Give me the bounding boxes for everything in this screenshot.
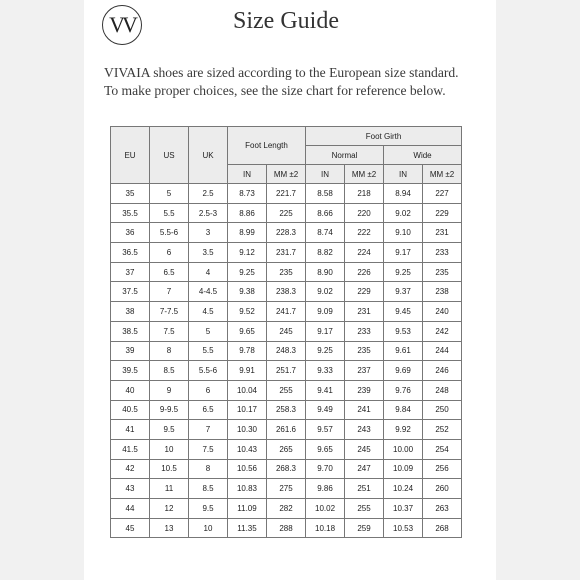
cell-normal-in: 9.02 (306, 282, 345, 302)
cell-uk: 3.5 (189, 243, 228, 263)
table-row (111, 262, 462, 282)
cell-wide-mm: 240 (423, 302, 462, 322)
cell-normal-mm: 222 (345, 223, 384, 243)
cell-normal-mm: 231 (345, 302, 384, 322)
cell-length-mm: 248.3 (267, 341, 306, 361)
cell-length-mm: 241.7 (267, 302, 306, 322)
cell-length-mm: 251.7 (267, 361, 306, 381)
header-uk: UK (189, 127, 228, 184)
cell-eu: 40.5 (111, 400, 150, 420)
cell-wide-mm: 238 (423, 282, 462, 302)
cell-normal-mm: 235 (345, 341, 384, 361)
cell-eu: 36.5 (111, 243, 150, 263)
cell-uk: 2.5 (189, 184, 228, 204)
cell-normal-mm: 224 (345, 243, 384, 263)
brand-logo (102, 5, 142, 45)
cell-normal-in: 10.02 (306, 499, 345, 519)
cell-length-mm: 245 (267, 321, 306, 341)
cell-normal-in: 9.41 (306, 380, 345, 400)
cell-wide-mm: 252 (423, 420, 462, 440)
cell-wide-mm: 244 (423, 341, 462, 361)
cell-length-mm: 225 (267, 203, 306, 223)
cell-us: 8.5 (150, 361, 189, 381)
cell-normal-in: 8.66 (306, 203, 345, 223)
header-wide-in: IN (384, 165, 423, 184)
table-row (111, 420, 462, 440)
cell-wide-in: 9.17 (384, 243, 423, 263)
table-row (111, 243, 462, 263)
cell-length-in: 10.83 (228, 479, 267, 499)
cell-length-in: 9.78 (228, 341, 267, 361)
cell-wide-in: 9.25 (384, 262, 423, 282)
cell-normal-in: 9.86 (306, 479, 345, 499)
cell-normal-mm: 259 (345, 518, 384, 538)
cell-wide-mm: 229 (423, 203, 462, 223)
cell-length-mm: 231.7 (267, 243, 306, 263)
table-row (111, 361, 462, 381)
cell-normal-in: 9.57 (306, 420, 345, 440)
header-length-in: IN (228, 165, 267, 184)
cell-uk: 3 (189, 223, 228, 243)
cell-length-in: 9.65 (228, 321, 267, 341)
cell-length-in: 9.12 (228, 243, 267, 263)
table-row (111, 203, 462, 223)
cell-length-mm: 255 (267, 380, 306, 400)
header-length-mm: MM ±2 (267, 165, 306, 184)
cell-uk: 9.5 (189, 499, 228, 519)
cell-length-in: 11.09 (228, 499, 267, 519)
table-row (111, 321, 462, 341)
cell-uk: 6 (189, 380, 228, 400)
intro-line-2: To make proper choices, see the size chart for reference below. (104, 83, 446, 98)
cell-normal-mm: 243 (345, 420, 384, 440)
cell-normal-mm: 220 (345, 203, 384, 223)
cell-wide-in: 10.37 (384, 499, 423, 519)
cell-length-in: 8.73 (228, 184, 267, 204)
cell-wide-in: 10.24 (384, 479, 423, 499)
cell-eu: 38 (111, 302, 150, 322)
cell-wide-mm: 227 (423, 184, 462, 204)
cell-uk: 5 (189, 321, 228, 341)
cell-length-in: 10.17 (228, 400, 267, 420)
cell-length-mm: 235 (267, 262, 306, 282)
cell-uk: 2.5-3 (189, 203, 228, 223)
cell-us: 10 (150, 439, 189, 459)
cell-length-mm: 282 (267, 499, 306, 519)
cell-us: 7.5 (150, 321, 189, 341)
cell-us: 6.5 (150, 262, 189, 282)
cell-wide-mm: 254 (423, 439, 462, 459)
cell-length-in: 10.30 (228, 420, 267, 440)
cell-wide-in: 9.10 (384, 223, 423, 243)
header-wide-mm: MM ±2 (423, 165, 462, 184)
cell-us: 12 (150, 499, 189, 519)
cell-normal-in: 8.74 (306, 223, 345, 243)
cell-eu: 44 (111, 499, 150, 519)
table-row (111, 223, 462, 243)
cell-wide-in: 9.37 (384, 282, 423, 302)
table-row (111, 302, 462, 322)
cell-length-in: 10.43 (228, 439, 267, 459)
table-row (111, 439, 462, 459)
cell-normal-mm: 241 (345, 400, 384, 420)
cell-length-in: 9.91 (228, 361, 267, 381)
cell-length-in: 9.52 (228, 302, 267, 322)
cell-wide-in: 9.69 (384, 361, 423, 381)
cell-us: 8 (150, 341, 189, 361)
cell-eu: 37 (111, 262, 150, 282)
cell-us: 9 (150, 380, 189, 400)
cell-eu: 42 (111, 459, 150, 479)
cell-normal-mm: 239 (345, 380, 384, 400)
cell-length-mm: 268.3 (267, 459, 306, 479)
cell-normal-in: 8.90 (306, 262, 345, 282)
cell-normal-mm: 255 (345, 499, 384, 519)
header-foot-length: Foot Length (228, 127, 306, 165)
cell-length-mm: 275 (267, 479, 306, 499)
cell-length-mm: 228.3 (267, 223, 306, 243)
cell-normal-in: 9.49 (306, 400, 345, 420)
cell-wide-in: 10.53 (384, 518, 423, 538)
cell-length-mm: 265 (267, 439, 306, 459)
cell-eu: 35 (111, 184, 150, 204)
cell-normal-mm: 247 (345, 459, 384, 479)
cell-wide-mm: 246 (423, 361, 462, 381)
cell-wide-in: 9.02 (384, 203, 423, 223)
table-row (111, 380, 462, 400)
cell-wide-in: 9.45 (384, 302, 423, 322)
cell-wide-in: 9.53 (384, 321, 423, 341)
header-us: US (150, 127, 189, 184)
cell-normal-mm: 237 (345, 361, 384, 381)
cell-length-in: 10.04 (228, 380, 267, 400)
cell-us: 5 (150, 184, 189, 204)
cell-normal-in: 9.17 (306, 321, 345, 341)
cell-wide-mm: 235 (423, 262, 462, 282)
cell-us: 5.5-6 (150, 223, 189, 243)
cell-normal-in: 8.82 (306, 243, 345, 263)
cell-normal-mm: 218 (345, 184, 384, 204)
cell-eu: 43 (111, 479, 150, 499)
header-normal-in: IN (306, 165, 345, 184)
cell-us: 13 (150, 518, 189, 538)
cell-wide-mm: 263 (423, 499, 462, 519)
cell-eu: 38.5 (111, 321, 150, 341)
cell-normal-in: 8.58 (306, 184, 345, 204)
cell-wide-mm: 250 (423, 400, 462, 420)
cell-wide-in: 9.84 (384, 400, 423, 420)
cell-wide-in: 8.94 (384, 184, 423, 204)
cell-wide-in: 9.76 (384, 380, 423, 400)
cell-eu: 41 (111, 420, 150, 440)
cell-eu: 37.5 (111, 282, 150, 302)
cell-normal-in: 9.65 (306, 439, 345, 459)
cell-length-in: 8.99 (228, 223, 267, 243)
logo-monogram: VV (109, 12, 135, 37)
intro-line-1: VIVAIA shoes are sized according to the European size standard. (104, 65, 459, 80)
cell-us: 9-9.5 (150, 400, 189, 420)
cell-length-mm: 221.7 (267, 184, 306, 204)
cell-eu: 36 (111, 223, 150, 243)
cell-wide-in: 10.09 (384, 459, 423, 479)
cell-wide-mm: 231 (423, 223, 462, 243)
cell-uk: 8 (189, 459, 228, 479)
cell-wide-mm: 268 (423, 518, 462, 538)
cell-eu: 39.5 (111, 361, 150, 381)
cell-us: 9.5 (150, 420, 189, 440)
table-row (111, 459, 462, 479)
cell-length-in: 11.35 (228, 518, 267, 538)
cell-us: 7 (150, 282, 189, 302)
header-normal-mm: MM ±2 (345, 165, 384, 184)
cell-normal-in: 9.70 (306, 459, 345, 479)
cell-us: 6 (150, 243, 189, 263)
cell-us: 10.5 (150, 459, 189, 479)
cell-uk: 8.5 (189, 479, 228, 499)
cell-us: 11 (150, 479, 189, 499)
cell-uk: 4.5 (189, 302, 228, 322)
cell-wide-mm: 233 (423, 243, 462, 263)
cell-normal-mm: 245 (345, 439, 384, 459)
header-normal: Normal (306, 146, 384, 165)
cell-normal-in: 9.25 (306, 341, 345, 361)
table-row (111, 479, 462, 499)
cell-eu: 40 (111, 380, 150, 400)
header-wide: Wide (384, 146, 462, 165)
cell-normal-mm: 226 (345, 262, 384, 282)
cell-uk: 10 (189, 518, 228, 538)
cell-length-in: 9.25 (228, 262, 267, 282)
cell-uk: 6.5 (189, 400, 228, 420)
cell-length-in: 10.56 (228, 459, 267, 479)
cell-length-mm: 238.3 (267, 282, 306, 302)
cell-normal-mm: 229 (345, 282, 384, 302)
cell-eu: 35.5 (111, 203, 150, 223)
cell-uk: 4-4.5 (189, 282, 228, 302)
cell-eu: 45 (111, 518, 150, 538)
cell-uk: 5.5-6 (189, 361, 228, 381)
table-row (111, 400, 462, 420)
cell-wide-mm: 256 (423, 459, 462, 479)
cell-uk: 4 (189, 262, 228, 282)
cell-normal-mm: 233 (345, 321, 384, 341)
header-foot-girth: Foot Girth (306, 127, 462, 146)
page-title: Size Guide (233, 8, 339, 34)
size-chart-body (111, 184, 462, 538)
cell-us: 7-7.5 (150, 302, 189, 322)
cell-wide-in: 10.00 (384, 439, 423, 459)
cell-uk: 7.5 (189, 439, 228, 459)
cell-uk: 7 (189, 420, 228, 440)
cell-wide-mm: 248 (423, 380, 462, 400)
size-chart-table (110, 126, 462, 538)
cell-length-in: 8.86 (228, 203, 267, 223)
cell-length-mm: 288 (267, 518, 306, 538)
cell-eu: 41.5 (111, 439, 150, 459)
header-eu: EU (111, 127, 150, 184)
table-row (111, 282, 462, 302)
cell-wide-in: 9.61 (384, 341, 423, 361)
cell-normal-in: 9.33 (306, 361, 345, 381)
cell-wide-mm: 260 (423, 479, 462, 499)
cell-eu: 39 (111, 341, 150, 361)
table-row (111, 499, 462, 519)
cell-length-mm: 261.6 (267, 420, 306, 440)
cell-length-mm: 258.3 (267, 400, 306, 420)
intro-text (104, 64, 484, 100)
cell-us: 5.5 (150, 203, 189, 223)
cell-length-in: 9.38 (228, 282, 267, 302)
table-row (111, 341, 462, 361)
table-row (111, 184, 462, 204)
cell-normal-in: 10.18 (306, 518, 345, 538)
cell-normal-in: 9.09 (306, 302, 345, 322)
cell-wide-in: 9.92 (384, 420, 423, 440)
cell-normal-mm: 251 (345, 479, 384, 499)
cell-uk: 5.5 (189, 341, 228, 361)
cell-wide-mm: 242 (423, 321, 462, 341)
table-row (111, 518, 462, 538)
